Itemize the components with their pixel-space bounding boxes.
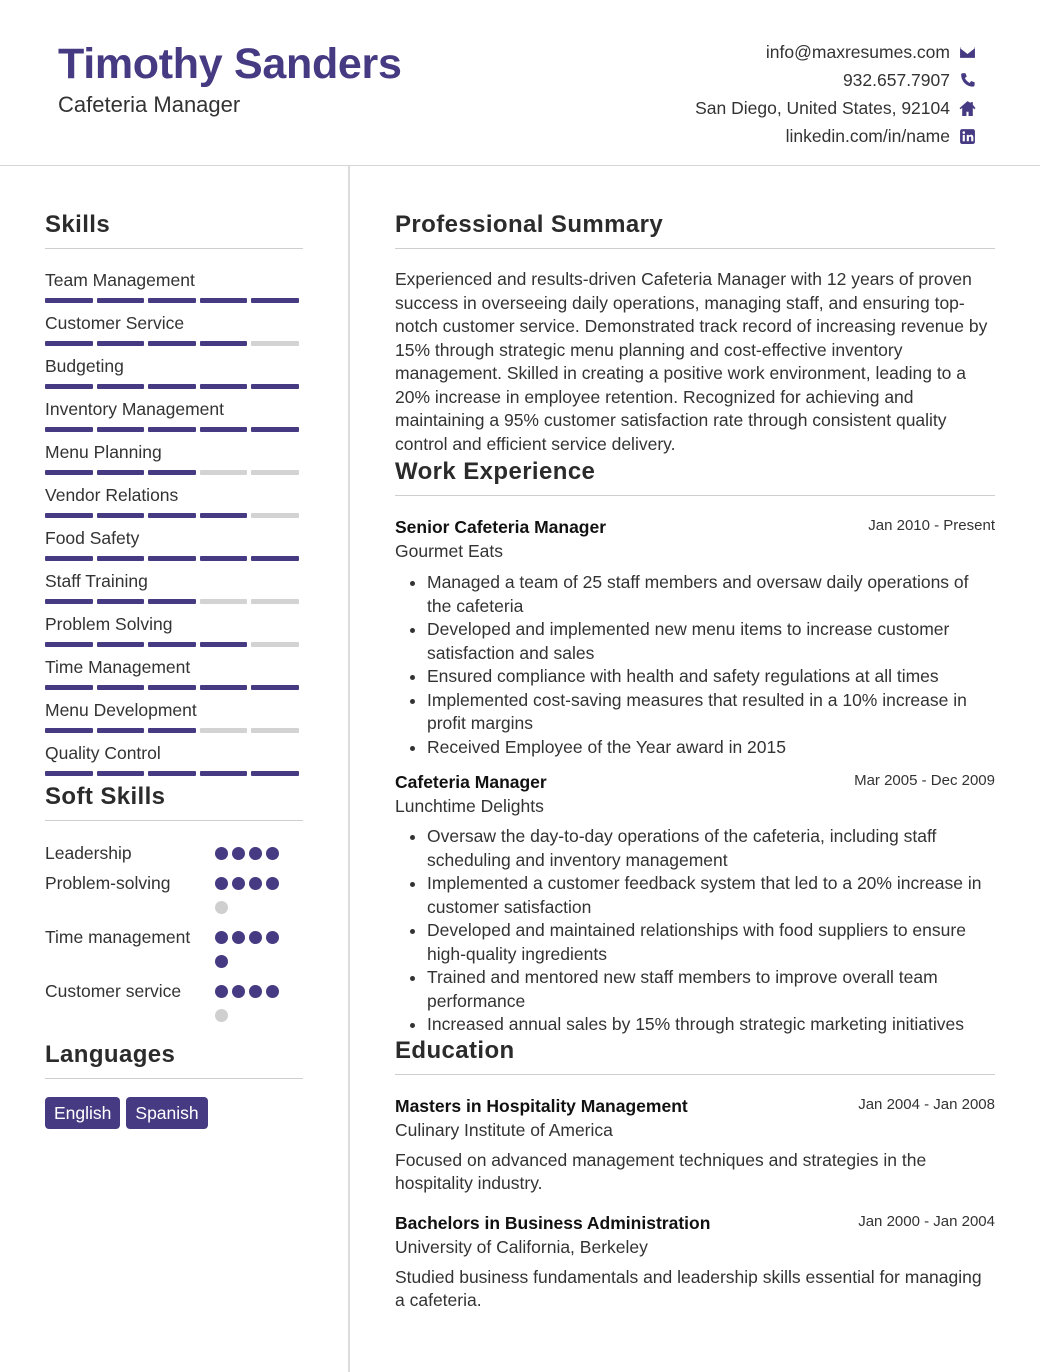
- languages-rule: [45, 1078, 303, 1079]
- candidate-title: Cafeteria Manager: [58, 92, 241, 117]
- skill-level-segment: [148, 298, 196, 303]
- soft-skill-name: Problem-solving: [45, 873, 171, 893]
- soft-skill-name: Time management: [45, 927, 191, 947]
- linkedin-icon: [958, 127, 976, 145]
- skill-level-segment: [200, 470, 248, 475]
- rating-dot: [232, 877, 245, 890]
- skill-item: [45, 312, 303, 355]
- skill-level-segment: [45, 298, 93, 303]
- skill-level-segment: [45, 728, 93, 733]
- skill-name: Food Safety: [45, 528, 140, 548]
- skill-level-segment: [148, 642, 196, 647]
- skills-list: [45, 269, 303, 785]
- skill-item: [45, 441, 303, 484]
- skill-level-segment: [148, 771, 196, 776]
- skill-level-bar: [45, 685, 303, 690]
- education-entry: [395, 1095, 995, 1196]
- job-dates: Jan 2010 - Present: [868, 517, 995, 534]
- skill-level-bar: [45, 771, 303, 776]
- experience-section: [395, 458, 995, 1037]
- skill-level-bar: [45, 728, 303, 733]
- soft-skills-section: [45, 783, 303, 1033]
- skill-level-segment: [251, 384, 299, 389]
- skill-level-segment: [45, 470, 93, 475]
- job-header: [395, 516, 995, 538]
- candidate-name: Timothy Sanders: [58, 40, 402, 88]
- skill-item: [45, 527, 303, 570]
- skill-level-segment: [97, 341, 145, 346]
- rating-dot: [232, 931, 245, 944]
- contact-email-text: info@maxresumes.com: [765, 42, 950, 62]
- contact-linkedin[interactable]: [695, 122, 976, 150]
- rating-dot: [215, 931, 228, 944]
- job-company: Lunchtime Delights: [395, 796, 544, 816]
- job-title: Senior Cafeteria Manager: [395, 517, 607, 537]
- job-bullets: [395, 825, 995, 1037]
- soft-skill-rating: [215, 871, 295, 925]
- skill-level-bar: [45, 642, 303, 647]
- skill-level-segment: [251, 556, 299, 561]
- rating-dot: [249, 877, 262, 890]
- skill-level-segment: [45, 685, 93, 690]
- education-school: Culinary Institute of America: [395, 1119, 613, 1140]
- skill-level-segment: [200, 513, 248, 518]
- experience-rule: [395, 495, 995, 496]
- soft-skills-rule: [45, 820, 303, 821]
- education-section: [395, 1037, 995, 1313]
- skill-level-segment: [200, 771, 248, 776]
- skill-level-segment: [45, 642, 93, 647]
- skills-rule: [45, 248, 303, 249]
- contact-phone-text: 932.657.7907: [842, 70, 950, 90]
- skill-level-segment: [97, 771, 145, 776]
- education-title: Education: [395, 1036, 515, 1064]
- skill-level-bar: [45, 556, 303, 561]
- skill-level-segment: [148, 513, 196, 518]
- skill-level-segment: [97, 728, 145, 733]
- skill-level-segment: [97, 599, 145, 604]
- education-header: [395, 1212, 995, 1234]
- rating-dot: [215, 985, 228, 998]
- skill-item: [45, 484, 303, 527]
- skill-level-segment: [148, 599, 196, 604]
- skill-level-segment: [45, 599, 93, 604]
- skill-level-segment: [200, 384, 248, 389]
- skill-level-bar: [45, 341, 303, 346]
- job-bullet: • Trained and mentored new staff members to improve overall team performance: [427, 966, 995, 1013]
- contact-address-text: San Diego, United States, 92104: [695, 98, 950, 118]
- job-company: Gourmet Eats: [395, 541, 503, 561]
- rating-dot: [266, 847, 279, 860]
- summary-text: Experienced and results-driven Cafeteria Manager with 12 years of proven success in overseeing daily operations, managing staff, and ensuring top-notch customer service. Demonstrated track record of increasing revenue by 15% through strategic menu planning and cost-effective inventory management. Skilled in creating a positive work environment, leading to a 20% increase in employee retention. Recognized for achieving and maintaining a 95% customer satisfaction rate through consistent quality control and efficient service delivery.: [395, 269, 988, 454]
- skill-level-segment: [97, 685, 145, 690]
- languages-section: [45, 1041, 303, 1129]
- skill-level-segment: [200, 685, 248, 690]
- education-dates: Jan 2000 - Jan 2004: [858, 1212, 995, 1230]
- skill-level-segment: [200, 642, 248, 647]
- skill-item: [45, 398, 303, 441]
- summary-title: Professional Summary: [395, 211, 664, 238]
- resume-header: [0, 0, 1040, 166]
- rating-dot: [215, 847, 228, 860]
- skill-level-segment: [97, 556, 145, 561]
- skill-level-segment: [148, 728, 196, 733]
- rating-dot: [215, 901, 228, 914]
- skill-item: [45, 742, 303, 785]
- soft-skill-item: [45, 841, 303, 871]
- education-list: [395, 1095, 995, 1313]
- skill-level-segment: [148, 341, 196, 346]
- rating-dot: [249, 847, 262, 860]
- skill-level-segment: [97, 427, 145, 432]
- job-title: Cafeteria Manager: [395, 772, 547, 792]
- summary-section: [395, 211, 995, 456]
- skill-level-segment: [251, 685, 299, 690]
- job-bullet: • Implemented cost-saving measures that resulted in a 10% increase in profit margins: [427, 689, 995, 736]
- education-description: Studied business fundamentals and leadership skills essential for managing a cafeteria.: [395, 1266, 982, 1310]
- job-bullet: • Managed a team of 25 staff members and oversaw daily operations of the cafeteria: [427, 571, 995, 618]
- skill-level-segment: [97, 298, 145, 303]
- skill-level-segment: [148, 427, 196, 432]
- skill-level-segment: [200, 556, 248, 561]
- skill-level-segment: [148, 685, 196, 690]
- education-description: Focused on advanced management techniques and strategies in the hospitality industry.: [395, 1149, 927, 1193]
- rating-dot: [215, 1009, 228, 1022]
- job-bullet: • Implemented a customer feedback system that led to a 20% increase in customer satisfaction: [427, 872, 995, 919]
- skill-level-bar: [45, 298, 303, 303]
- skill-item: [45, 570, 303, 613]
- skill-level-segment: [45, 556, 93, 561]
- soft-skill-name: Leadership: [45, 843, 132, 863]
- contact-info: [695, 38, 976, 150]
- skill-name: Problem Solving: [45, 614, 173, 634]
- rating-dot: [266, 877, 279, 890]
- skill-name: Menu Planning: [45, 442, 162, 462]
- skill-name: Inventory Management: [45, 399, 224, 419]
- job-bullet: • Oversaw the day-to-day operations of the cafeteria, including staff scheduling and inventory management: [427, 825, 995, 872]
- education-degree: Bachelors in Business Administration: [395, 1212, 711, 1233]
- skill-level-bar: [45, 513, 303, 518]
- soft-skill-rating: [215, 925, 295, 979]
- skill-level-segment: [45, 427, 93, 432]
- right-column: [395, 166, 995, 1313]
- job-dates: Mar 2005 - Dec 2009: [854, 772, 995, 789]
- job-bullet: • Received Employee of the Year award in 2015: [427, 736, 995, 760]
- education-rule: [395, 1074, 995, 1075]
- skill-level-segment: [200, 298, 248, 303]
- experience-title: Work Experience: [395, 458, 596, 485]
- skill-level-segment: [148, 470, 196, 475]
- skill-name: Staff Training: [45, 571, 148, 591]
- skill-level-segment: [251, 771, 299, 776]
- skill-item: [45, 355, 303, 398]
- job-bullet: • Ensured compliance with health and safety regulations at all times: [427, 665, 995, 689]
- skill-name: Vendor Relations: [45, 485, 179, 505]
- skill-level-segment: [251, 470, 299, 475]
- language-badge: Spanish: [126, 1097, 207, 1129]
- job-bullet: • Developed and implemented new menu items to increase customer satisfaction and sales: [427, 618, 995, 665]
- contact-email[interactable]: [695, 38, 976, 66]
- soft-skills-title: Soft Skills: [45, 783, 166, 810]
- jobs-list: [395, 516, 995, 1037]
- languages-title: Languages: [45, 1041, 176, 1068]
- skill-item: [45, 613, 303, 656]
- skill-level-segment: [200, 341, 248, 346]
- skill-level-bar: [45, 384, 303, 389]
- skill-name: Team Management: [45, 270, 195, 290]
- soft-skill-item: [45, 871, 303, 925]
- job-bullet: • Developed and maintained relationships with food suppliers to ensure high-quality ingredients: [427, 919, 995, 966]
- skill-level-segment: [200, 728, 248, 733]
- skill-level-segment: [97, 513, 145, 518]
- contact-address: [695, 94, 976, 122]
- rating-dot: [249, 931, 262, 944]
- skill-level-bar: [45, 470, 303, 475]
- skill-level-bar: [45, 427, 303, 432]
- column-divider: [348, 166, 350, 1372]
- skill-name: Budgeting: [45, 356, 124, 376]
- job-entry: [395, 771, 995, 1037]
- skill-level-segment: [97, 642, 145, 647]
- skill-level-segment: [97, 470, 145, 475]
- education-degree: Masters in Hospitality Management: [395, 1095, 688, 1116]
- rating-dot: [249, 985, 262, 998]
- skill-level-segment: [45, 771, 93, 776]
- language-badge: English: [45, 1097, 120, 1129]
- soft-skill-rating: [215, 841, 295, 871]
- education-school: University of California, Berkeley: [395, 1236, 648, 1257]
- contact-linkedin-text: linkedin.com/in/name: [785, 126, 950, 146]
- skill-name: Customer Service: [45, 313, 185, 333]
- phone-icon: [958, 71, 976, 89]
- skill-level-segment: [251, 341, 299, 346]
- skill-level-segment: [200, 599, 248, 604]
- contact-phone[interactable]: [695, 66, 976, 94]
- skill-name: Time Management: [45, 657, 191, 677]
- skill-level-segment: [251, 298, 299, 303]
- soft-skill-item: [45, 925, 303, 979]
- skill-level-segment: [97, 384, 145, 389]
- skill-level-segment: [251, 728, 299, 733]
- skill-level-segment: [251, 642, 299, 647]
- skill-level-segment: [45, 384, 93, 389]
- education-header: [395, 1095, 995, 1117]
- skill-item: [45, 699, 303, 742]
- languages-list: [45, 1097, 303, 1129]
- soft-skill-rating: [215, 979, 295, 1033]
- skill-item: [45, 269, 303, 312]
- rating-dot: [266, 985, 279, 998]
- skill-level-segment: [251, 427, 299, 432]
- skills-title: Skills: [45, 211, 111, 238]
- skill-level-segment: [45, 513, 93, 518]
- skill-level-segment: [148, 384, 196, 389]
- education-dates: Jan 2004 - Jan 2008: [858, 1095, 995, 1113]
- soft-skills-list: [45, 841, 303, 1033]
- summary-rule: [395, 248, 995, 249]
- soft-skill-item: [45, 979, 303, 1033]
- rating-dot: [232, 847, 245, 860]
- skill-level-segment: [200, 427, 248, 432]
- skill-level-segment: [45, 341, 93, 346]
- skill-name: Menu Development: [45, 700, 197, 720]
- education-entry: [395, 1212, 995, 1313]
- rating-dot: [266, 931, 279, 944]
- rating-dot: [232, 985, 245, 998]
- skill-level-segment: [148, 556, 196, 561]
- rating-dot: [215, 877, 228, 890]
- soft-skill-name: Customer service: [45, 981, 182, 1001]
- skill-level-bar: [45, 599, 303, 604]
- skill-level-segment: [251, 599, 299, 604]
- skill-level-segment: [251, 513, 299, 518]
- envelope-icon: [958, 43, 976, 61]
- left-column: [45, 166, 303, 1129]
- job-header: [395, 771, 995, 793]
- home-icon: [958, 99, 976, 117]
- skill-item: [45, 656, 303, 699]
- rating-dot: [215, 955, 228, 968]
- job-bullet: • Increased annual sales by 15% through strategic marketing initiatives: [427, 1013, 995, 1037]
- job-entry: [395, 516, 995, 759]
- skill-name: Quality Control: [45, 743, 161, 763]
- job-bullets: [395, 571, 995, 759]
- skills-section: [45, 211, 303, 785]
